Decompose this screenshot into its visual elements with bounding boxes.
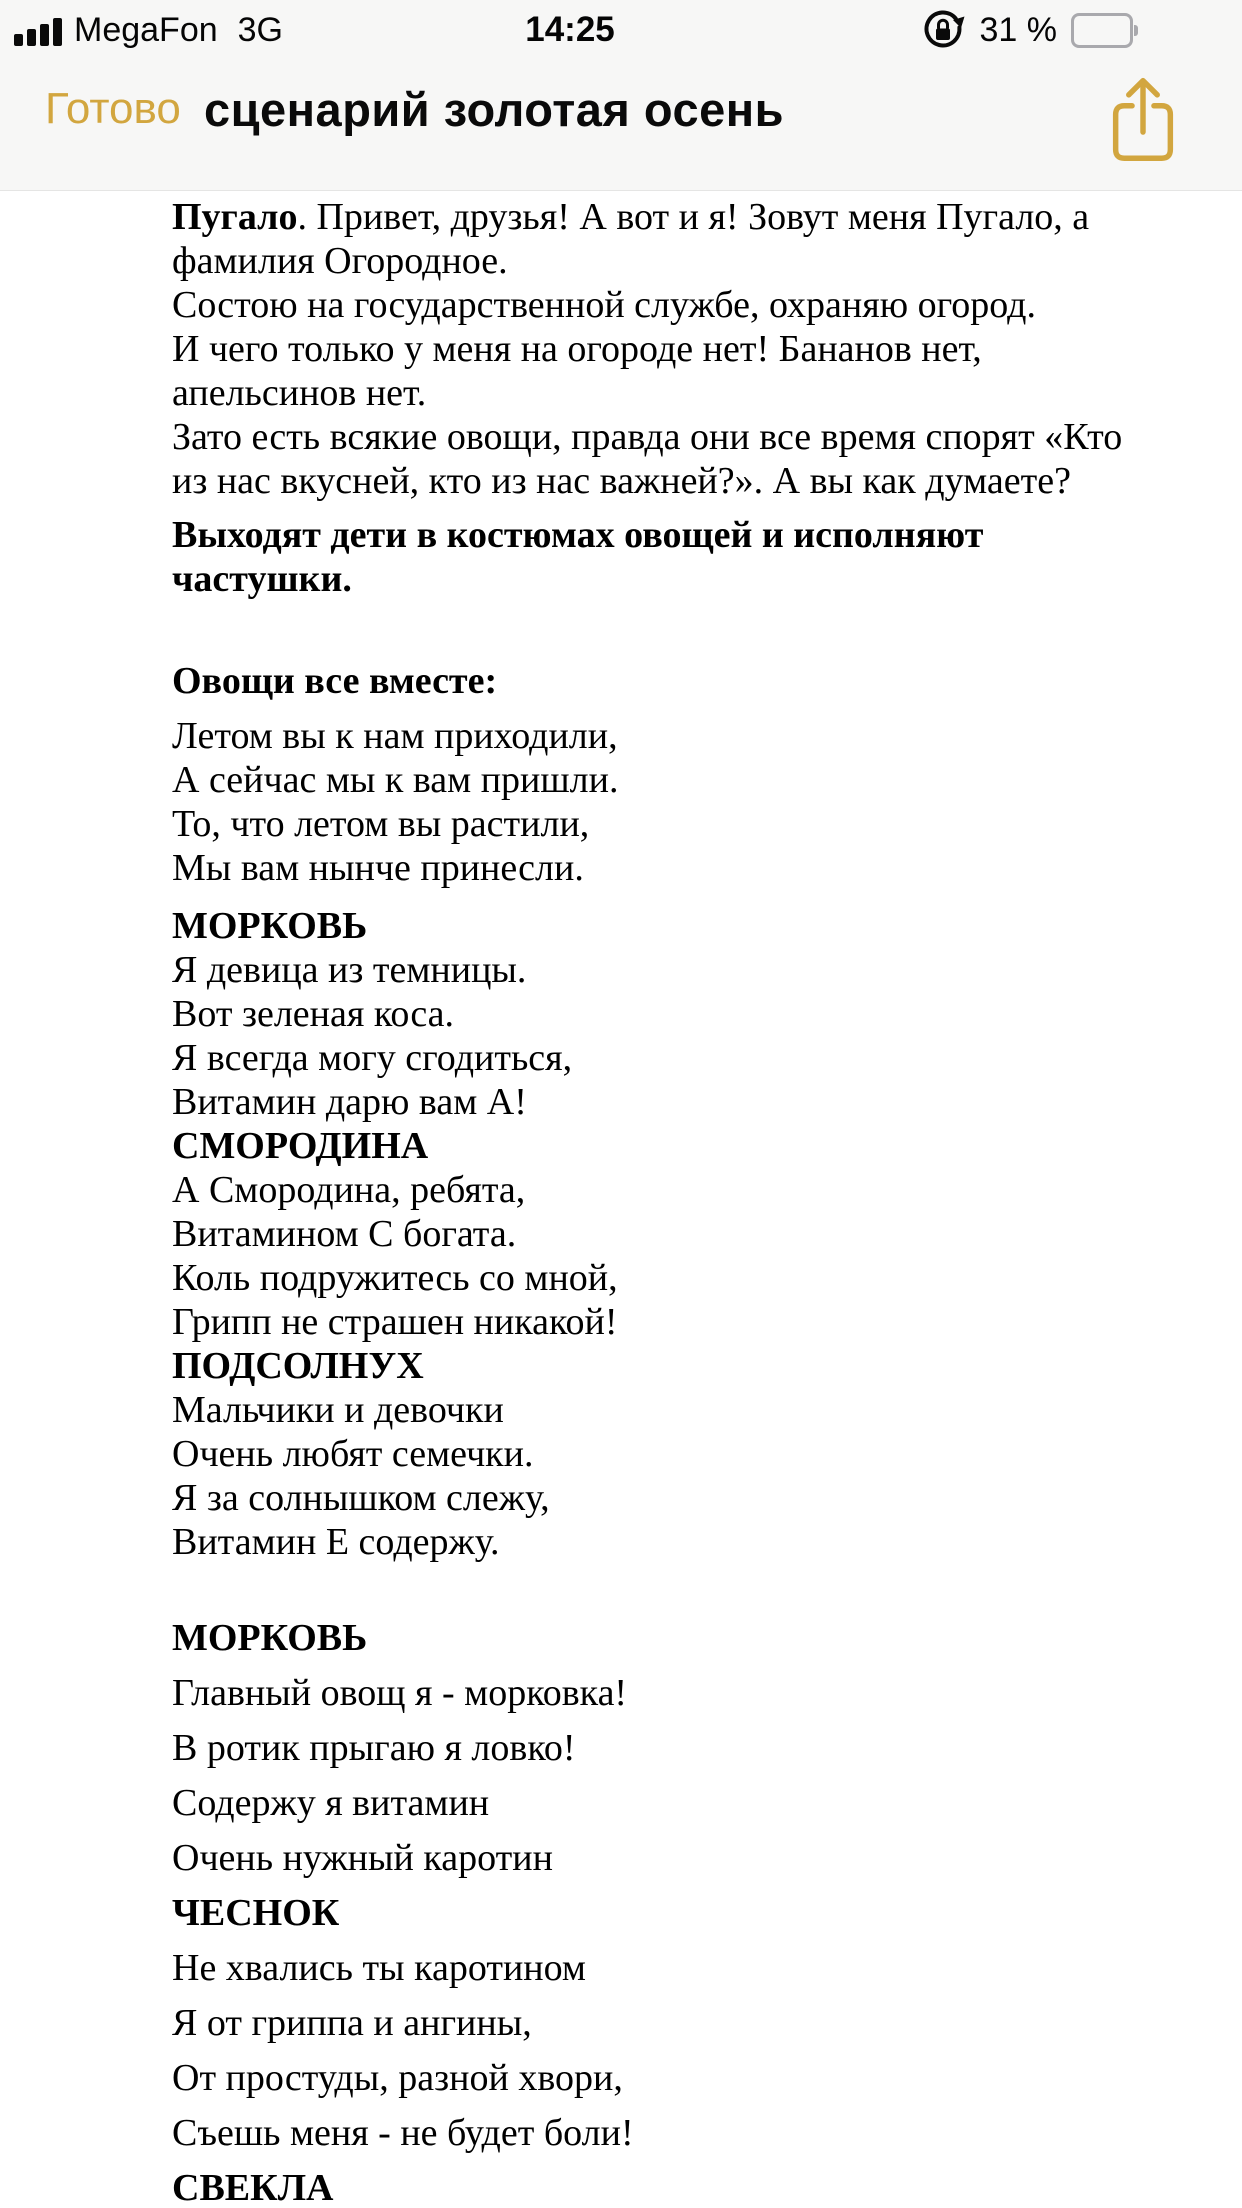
top-chrome bbox=[0, 0, 1242, 191]
text-line: Выходят дети в костюмах овощей и исполняют bbox=[172, 514, 984, 556]
status-right-group bbox=[920, 0, 1139, 60]
text-line: Коль подружитесь со мной, bbox=[172, 1257, 618, 1299]
text-line: Мы вам нынче принесли. bbox=[172, 847, 584, 889]
text-line: В ротик прыгаю я ловко! bbox=[172, 1727, 576, 1769]
text-line: ЧЕСНОК bbox=[172, 1892, 340, 1934]
text-line: Я от гриппа и ангины, bbox=[172, 2002, 532, 2044]
text-line: фамилия Огородное. bbox=[172, 240, 508, 282]
status-bar bbox=[0, 0, 1242, 60]
text-line: Витамин дарю вам А! bbox=[172, 1081, 527, 1123]
text-line: А сейчас мы к вам пришли. bbox=[172, 759, 619, 801]
share-icon bbox=[1108, 74, 1178, 169]
text-line: ПОДСОЛНУХ bbox=[172, 1345, 424, 1387]
document-body[interactable] bbox=[0, 191, 1242, 2208]
text-line: То, что летом вы растили, bbox=[172, 803, 590, 845]
text-line: Вот зеленая коса. bbox=[172, 993, 455, 1035]
text-line: Я всегда могу сгодиться, bbox=[172, 1037, 573, 1079]
share-button[interactable] bbox=[1108, 74, 1178, 166]
battery-icon bbox=[1071, 13, 1138, 48]
done-button[interactable]: Готово bbox=[45, 84, 181, 133]
text-line: Съешь меня - не будет боли! bbox=[172, 2112, 634, 2154]
text-line: Я за солнышком слежу, bbox=[172, 1477, 550, 1519]
text-line: из нас вкусней, кто из нас важней?». А вы как думаете? bbox=[172, 460, 1071, 502]
text-line: Главный овощ я - морковка! bbox=[172, 1672, 628, 1714]
text-line: Овощи все вместе: bbox=[172, 660, 498, 702]
text-line: А Смородина, ребята, bbox=[172, 1169, 526, 1211]
text-line: Я девица из темницы. bbox=[172, 949, 527, 991]
text-line: Состою на государственной службе, охраняю огород. bbox=[172, 284, 1036, 326]
text-line: апельсинов нет. bbox=[172, 372, 427, 414]
text-line: частушки. bbox=[172, 558, 352, 600]
text-line: И чего только у меня на огороде нет! Бананов нет, bbox=[172, 328, 982, 370]
text-line: МОРКОВЬ bbox=[172, 905, 368, 947]
text-line: Очень любят семечки. bbox=[172, 1433, 534, 1475]
text-line: Пугало. Привет, друзья! А вот и я! Зовут меня Пугало, а bbox=[172, 196, 1090, 238]
rotation-lock-icon bbox=[920, 7, 966, 53]
text-line: Витамин Е содержу. bbox=[172, 1521, 500, 1563]
text-line: СВЕКЛА bbox=[172, 2167, 334, 2208]
page-title: сценарий золотая осень bbox=[204, 83, 785, 136]
text-line: МОРКОВЬ bbox=[172, 1617, 368, 1659]
text-line: Очень нужный каротин bbox=[172, 1837, 553, 1879]
text-line: Содержу я витамин bbox=[172, 1782, 490, 1824]
nav-bar bbox=[0, 60, 1242, 190]
text-line: СМОРОДИНА bbox=[172, 1125, 429, 1167]
text-line: От простуды, разной хвори, bbox=[172, 2057, 623, 2099]
text-line: Витамином С богата. bbox=[172, 1213, 517, 1255]
text-line: Не хвались ты каротином bbox=[172, 1947, 586, 1989]
battery-percent-label: 31 % bbox=[979, 10, 1057, 49]
status-time: 14:25 bbox=[525, 10, 615, 49]
text-line: Летом вы к нам приходили, bbox=[172, 715, 618, 757]
text-line: Зато есть всякие овощи, правда они все время спорят «Кто bbox=[172, 416, 1123, 458]
carrier-label: MegaFon bbox=[74, 10, 218, 49]
text-line: Мальчики и девочки bbox=[172, 1389, 504, 1431]
text-line: Грипп не страшен никакой! bbox=[172, 1301, 618, 1343]
network-type-label: 3G bbox=[237, 10, 283, 49]
